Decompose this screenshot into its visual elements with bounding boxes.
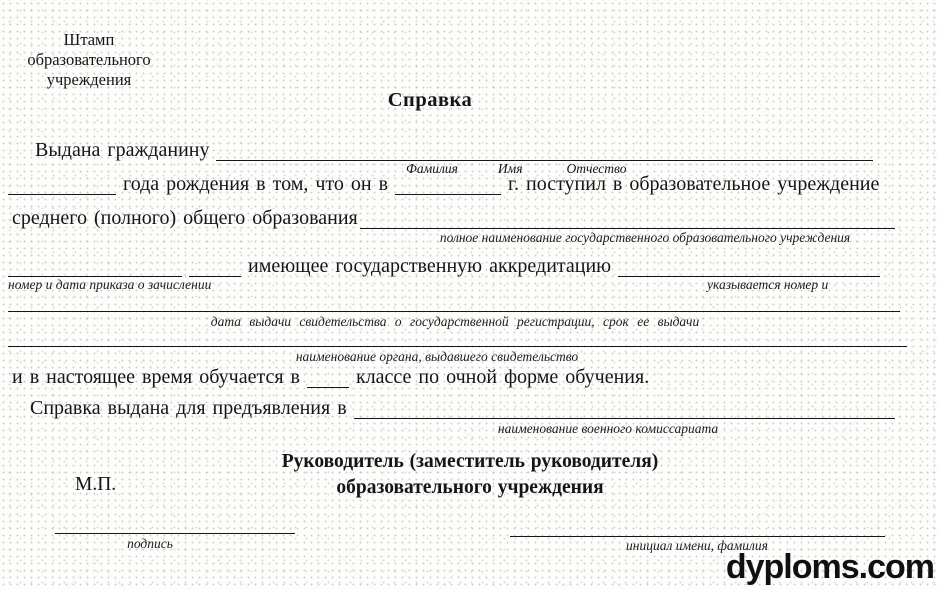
accreditation-line — [8, 256, 880, 277]
admission-label: г. поступил в образовательное учреждение — [508, 173, 880, 195]
registration-caption: дата выдачи свидетельства о государственной регистрации, срок ее выдачи — [210, 314, 700, 329]
issued-to-label: Выдана гражданину — [35, 139, 210, 161]
site-watermark: dyploms.com — [725, 548, 934, 586]
issued-to-line — [35, 140, 873, 161]
enrollment-order-blank-field — [8, 255, 182, 277]
military-office-caption: наименование военного комиссариата — [497, 421, 719, 436]
stamp-placeholder — [14, 30, 164, 90]
name-line — [510, 522, 885, 537]
presentation-line — [30, 398, 895, 419]
head-title-line-1: Руководитель (заместитель руководителя) — [281, 451, 659, 472]
study-before-label: и в настоящее время обучается в — [12, 366, 300, 388]
presentation-label: Справка выдана для предъявления в — [30, 397, 347, 419]
signature-caption: подпись — [127, 536, 173, 551]
accreditation-label: имеющее государственную аккредитацию — [248, 255, 612, 277]
name-caption: инициал имени, фамилия — [626, 538, 768, 553]
surname-label: Фамилия — [406, 161, 458, 176]
military-office-blank-field — [354, 397, 895, 419]
authority-blank-line — [8, 331, 907, 347]
registration-blank-line — [8, 296, 900, 312]
birth-year-label: года рождения в том, что он в — [123, 173, 389, 195]
class-number-blank-field — [307, 366, 349, 388]
school-name-blank-field — [360, 207, 895, 229]
school-name-caption: полное наименование государственного образовательного учреждения — [439, 230, 851, 245]
patronymic-label: Отчество — [566, 161, 627, 176]
authority-caption: наименование органа, выдавшего свидетельство — [295, 349, 579, 364]
study-after-label: классе по очной форме обучения. — [355, 366, 650, 388]
mp-stamp-place: М.П. — [75, 474, 117, 495]
enrollment-order-caption: номер и дата приказа о зачислении — [8, 277, 212, 292]
stamp-line: учреждения — [46, 70, 132, 89]
birth-year-line — [8, 174, 905, 195]
education-type-label: среднего (полного) общего образования — [12, 207, 358, 229]
fio-blank-field — [216, 139, 873, 161]
admission-year-blank-field — [395, 173, 501, 195]
birth-year-blank-field — [8, 173, 116, 195]
name-label: Имя — [497, 161, 523, 176]
signature-line — [55, 519, 295, 534]
education-type-line — [12, 208, 895, 229]
accreditation-number-caption: указывается номер и — [707, 277, 829, 292]
head-title-line-2: образовательного учреждения — [336, 477, 604, 498]
accreditation-blank-field — [618, 255, 880, 277]
stamp-line: образовательного — [27, 50, 151, 69]
document-title: Справка — [387, 89, 473, 111]
stamp-line: Штамп — [63, 30, 115, 49]
enrollment-order-blank-field-2 — [189, 255, 241, 277]
current-study-line — [12, 367, 649, 388]
